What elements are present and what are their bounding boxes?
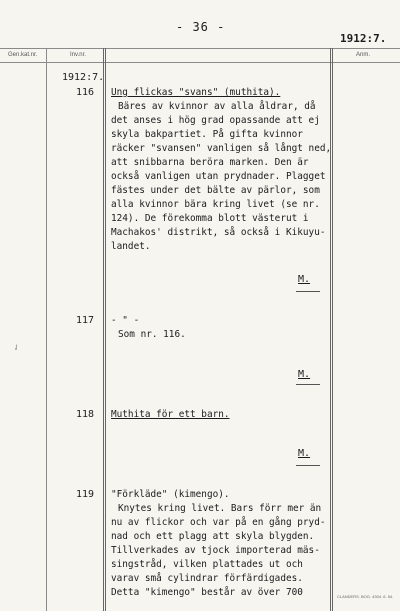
entry-line: det anses i hög grad opassande att ej	[111, 115, 320, 126]
entry-line: varav små cylindrar förfärdigades.	[111, 573, 303, 584]
column-divider-inv	[103, 48, 106, 611]
inv-number-118: 118	[76, 409, 95, 420]
inv-number-117: 117	[76, 315, 95, 326]
gen-kat-column-label: Gen.kat.nr.	[8, 52, 38, 58]
entry-line: - " -	[111, 315, 140, 326]
column-divider-gen-kat	[46, 48, 47, 611]
printer-stamp: CLANDERS. BOG. 4304. 6. 54.	[337, 594, 394, 599]
column-divider-anm	[330, 48, 333, 611]
inv-number-116: 116	[76, 87, 95, 98]
entry-line: singstråd, vilken plattades ut och	[111, 559, 303, 570]
inv-number-119: 119	[76, 489, 95, 500]
entry-line: 124). De förekomma blott västerut i	[111, 213, 309, 224]
entry-line: också vanligen utan prydnader. Plagget	[111, 171, 326, 182]
entry-separator	[296, 465, 320, 466]
date-heading: 1912:7.	[62, 72, 105, 83]
page-number: - 36 -	[176, 20, 226, 34]
entry-line: räcker "svansen" vanligen så långt ned,	[111, 143, 332, 154]
entry-line: nad och ett plagg att skyla blygden.	[111, 531, 315, 542]
anm-column-label: Anm.	[356, 52, 371, 58]
entry-separator	[296, 384, 320, 385]
entry-mark: M.	[298, 369, 311, 380]
entry-line: Tillverkades av tjock importerad mäs-	[111, 545, 320, 556]
entry-mark: M.	[298, 448, 311, 459]
entry-separator	[296, 291, 320, 292]
entry-line: Detta "kimengo" består av över 700	[111, 587, 303, 598]
entry-line: Ung flickas "svans" (muthita).	[111, 87, 281, 98]
entry-mark: M.	[298, 274, 311, 285]
entry-line: Machakos' distrikt, så också i Kikuyu-	[111, 227, 326, 238]
entry-line: nu av flickor och var på en gång pryd-	[111, 517, 326, 528]
entry-line: landet.	[111, 241, 151, 252]
entry-line: Bäres av kvinnor av alla åldrar, då	[118, 101, 316, 112]
entry-line: skyla bakpartiet. På gifta kvinnor	[111, 129, 303, 140]
entry-line: fästes under det bälte av pärlor, som	[111, 185, 320, 196]
header-rule-top	[0, 48, 400, 49]
inv-column-label: Inv.nr.	[70, 52, 86, 58]
entry-line: att snibbarna beröra marken. Den är	[111, 157, 309, 168]
entry-line: Knytes kring livet. Bars förr mer än	[118, 503, 322, 514]
entry-line: Som nr. 116.	[118, 329, 186, 340]
entry-line: "Förkläde" (kimengo).	[111, 489, 230, 500]
entry-line: Muthita för ett barn.	[111, 409, 230, 420]
entry-line: alla kvinnor bära kring livet (se nr.	[111, 199, 320, 210]
header-rule-bottom	[0, 62, 400, 63]
page-reference: 1912:7.	[340, 32, 387, 45]
margin-check-mark: ✓	[11, 342, 22, 354]
